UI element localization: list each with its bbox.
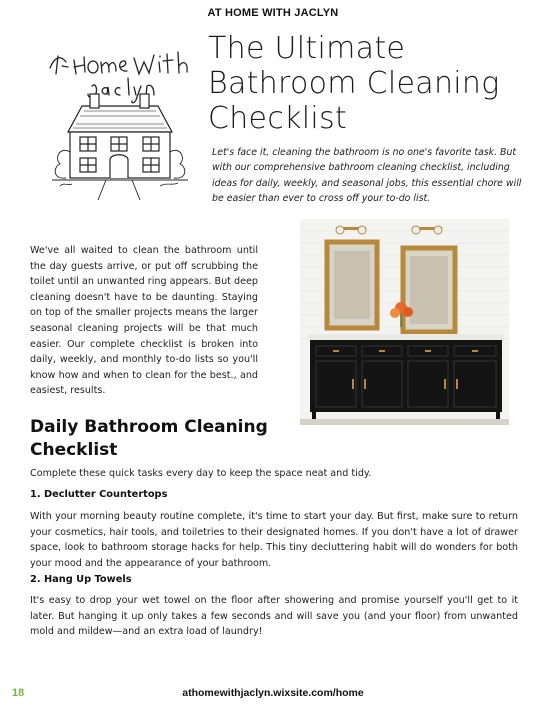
page-title <box>208 31 538 136</box>
page-header: AT HOME WITH JACLYN <box>207 7 339 19</box>
title-line-1: The Ultimate <box>208 31 406 66</box>
section-heading: Daily Bathroom Cleaning Checklist <box>30 417 268 460</box>
house-drawing-icon <box>40 40 198 205</box>
section-intro: Complete these quick tasks every day to keep the space neat and tidy. <box>30 468 372 479</box>
brand-logo <box>40 40 198 205</box>
bathroom-vanity-photo <box>300 219 509 425</box>
footer-url: athomewithjaclyn.wixsite.com/home <box>182 687 364 699</box>
item-text-towels: It's easy to drop your wet towel on the floor after showering and promise yourself you'll get to it later. But hanging it up only takes a few seconds and will save you (and your floor) from unwanted mold and mildew—and an extra load of laundry! <box>30 595 518 638</box>
body-paragraph-left: We've all waited to clean the bathroom until the day guests arrive, or put off scrubbing the toilet until an unwanted ring appears. But deep cleaning doesn't have to be daunting. Staying on top of the smaller projects means the larger seasonal cleaning projects will be that much easier. Our complete checklist is broken into daily, weekly, and monthly to-do lists so you'll know how and when to clean for the best., and easiest, results. <box>30 245 258 397</box>
item-heading-declutter: 1. Declutter Countertops <box>30 489 168 500</box>
page-number: 18 <box>12 687 25 699</box>
item-heading-towels: 2. Hang Up Towels <box>30 574 132 585</box>
title-line-2: Bathroom Cleaning <box>208 66 500 101</box>
title-line-3: Checklist <box>208 101 348 136</box>
item-text-declutter: With your morning beauty routine complete, it's time to start your day. But first, make sure to return your cosmetics, hair tools, and toiletries to their designated homes. If you don't have a lot of drawer space, look to bathroom storage hacks for help. This tiny decluttering habit will do wonders for both your mood and the appearance of your bathroom. <box>30 511 518 569</box>
intro-paragraph: Let's face it, cleaning the bathroom is no one's favorite task. But with our comprehensive bathroom cleaning checklist, including ideas for daily, weekly, and seasonal jobs, this essential chore will be easier than ever to cross off your to-do list. <box>212 147 522 204</box>
